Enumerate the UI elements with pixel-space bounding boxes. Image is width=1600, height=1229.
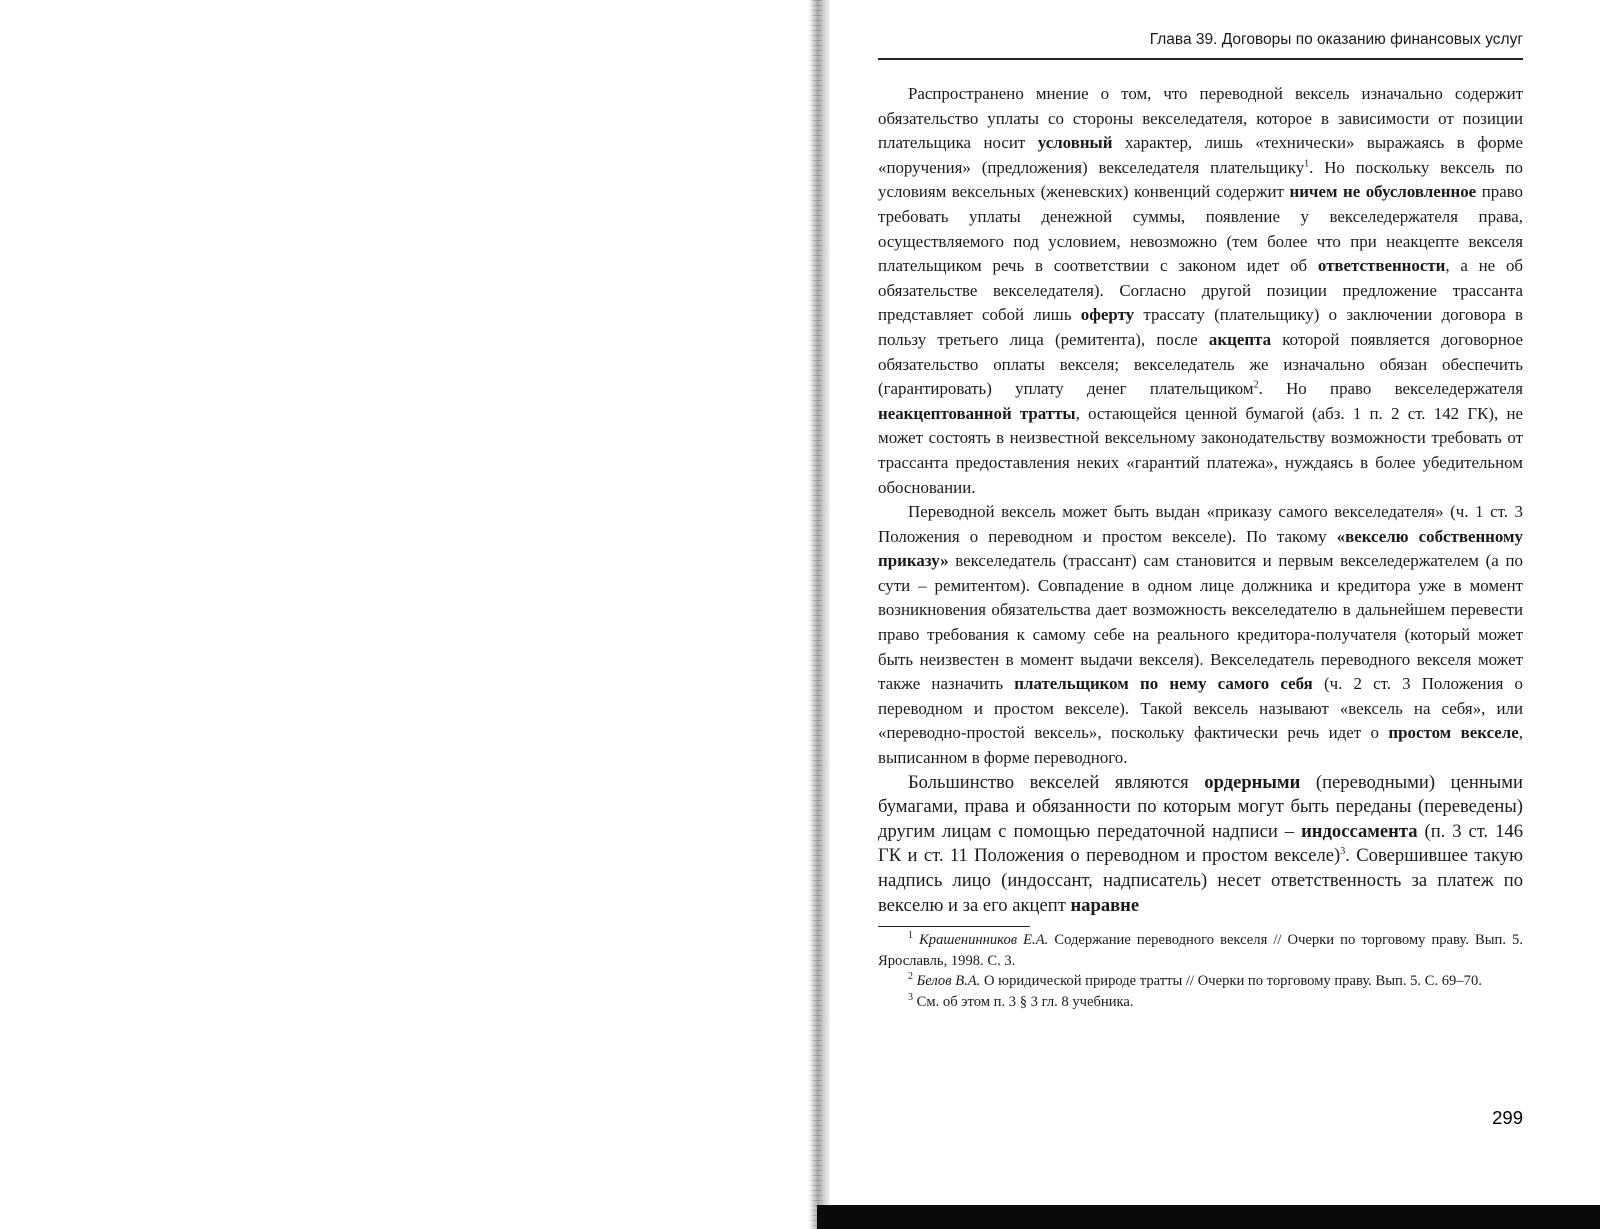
text-run: (п. 3 ст. 146 ГК и ст. 11 Положения о переводном и простом векселе) — [878, 820, 1524, 867]
page-number: 299 — [1492, 1107, 1523, 1128]
footnote-text: О юридической природе тратты // Очерки по торговому праву. Вып. 5. С. 69–70. — [980, 973, 1482, 990]
text-run: которой появляется договорное обязательство оплаты векселя; векселедатель же изначально обязан обеспечить (гарантировать) уплату денег плательщиком — [878, 329, 1524, 399]
text-run: . Но право векселедержателя — [1258, 379, 1523, 399]
text-run: , остающейся ценной бумагой (абз. 1 п. 2 ст. 142 ГК), не может состоять в неизвестной вексельному законодательству возможности требовать от трассанта предоставления неких «гарантий платежа», нуждаясь в более убедительном обосновании. — [878, 403, 1523, 497]
footnote-reference: 3 — [1340, 846, 1346, 858]
footnote-author: Крашенинников Е.А. — [919, 932, 1049, 949]
bold-term: оферту — [1080, 305, 1135, 325]
body-paragraph — [878, 500, 1523, 771]
bold-term: ордерными — [1204, 771, 1301, 793]
text-run: . Но поскольку вексель по условиям вексельных (женевских) конвенций содержит — [878, 157, 1523, 202]
footnote-mark: 1 — [908, 930, 913, 942]
text-run: (ч. 2 ст. 3 Положения о переводном и простом векселе). Такой вексель называют «вексель на себя», или «переводно-простой вексель», поскольку фактически речь идет о — [878, 674, 1523, 743]
text-run: Переводной вексель может быть выдан «приказу самого векселедателя» (ч. 1 ст. 3 Положения о переводном и простом векселе). По такому — [878, 502, 1523, 546]
bold-term: акцепта — [1208, 329, 1272, 349]
running-head: Глава 39. Договоры по оказанию финансовых услуг — [878, 30, 1523, 60]
bold-term: ответственности — [1317, 256, 1446, 276]
body-paragraph — [878, 82, 1523, 500]
footnote — [878, 992, 1523, 1013]
bold-term: неакцептованной тратты — [878, 403, 1076, 423]
text-run: трассату (плательщику) о заключении договора в пользу третьего лица (ремитента), после — [878, 305, 1523, 349]
text-run: . Совершившее такую надпись лицо (индоссант, надписатель) несет ответственность за платеж по векселю и за его акцепт — [878, 845, 1523, 916]
footnote-mark: 3 — [908, 992, 913, 1004]
footnotes — [878, 930, 1523, 1012]
body-text — [878, 82, 1523, 918]
footnote-text: См. об этом п. 3 § 3 гл. 8 учебника. — [916, 993, 1134, 1010]
text-run: (переводными) ценными бумагами, права и обязанности по которым могут быть переданы (переведены) другим лицам с помощью передаточной надписи – — [878, 771, 1523, 842]
footnote-separator — [878, 926, 1030, 927]
footnote-mark: 2 — [908, 971, 913, 983]
footnote-reference: 2 — [1253, 379, 1259, 391]
gutter-scan-noise — [812, 0, 822, 1229]
text-run: Большинство векселей являются — [908, 771, 1205, 793]
footnote-text: Содержание переводного векселя // Очерки по торговому праву. Вып. 5. Ярославль, 1998. С. 3. — [878, 932, 1523, 969]
footnote — [878, 971, 1523, 992]
bold-term: «векселю собственному приказу» — [878, 526, 1523, 571]
bold-term: плательщиком по нему самого себя — [1014, 674, 1313, 694]
footnote-reference: 1 — [1304, 158, 1310, 170]
text-run: векселедатель (трассант) сам становится и первым векселедержателем (а по сути – ремитентом). Совпадение в одном лице должника и кредитора уже в момент возникновения обязательства дает возможность векселедателю в дальнейшем перевести право требования к самому себе на реального кредитора-получателя (который может быть неизвестен в момент выдачи векселя). Векселедатель переводного векселя может также назначить — [878, 551, 1523, 694]
footnote-author: Белов В.А. — [916, 973, 981, 990]
text-run: , выписанном в форме переводного. — [878, 723, 1523, 768]
text-run: характер, лишь «технически» выражаясь в форме «поручения» (предложения) векселедателя плательщику — [878, 133, 1523, 177]
text-run: Распространено мнение о том, что переводной вексель изначально содержит обязательство уплаты со стороны векселедателя, которое в зависимости от позиции плательщика носит — [878, 84, 1523, 153]
right-page — [878, 30, 1523, 1013]
body-paragraph — [878, 771, 1523, 919]
bold-term: индоссамента — [1301, 820, 1418, 842]
bold-term: условный — [1037, 133, 1113, 153]
bold-term: простом векселе — [1388, 723, 1519, 743]
text-run: , а не об обязательстве векселедателя). Согласно другой позиции предложение трассанта представляет собой лишь — [878, 256, 1523, 325]
scan-bottom-edge — [817, 1205, 1600, 1229]
bold-term: ничем не обусловленное — [1289, 182, 1477, 202]
text-run: право требовать уплаты денежной суммы, появление у векселедержателя права, осуществляемого под условием, невозможно (тем более что при неакцепте векселя плательщиком речь в соответствии с законом идет об — [878, 182, 1523, 276]
footnote — [878, 930, 1523, 971]
bold-term: наравне — [1070, 894, 1140, 916]
